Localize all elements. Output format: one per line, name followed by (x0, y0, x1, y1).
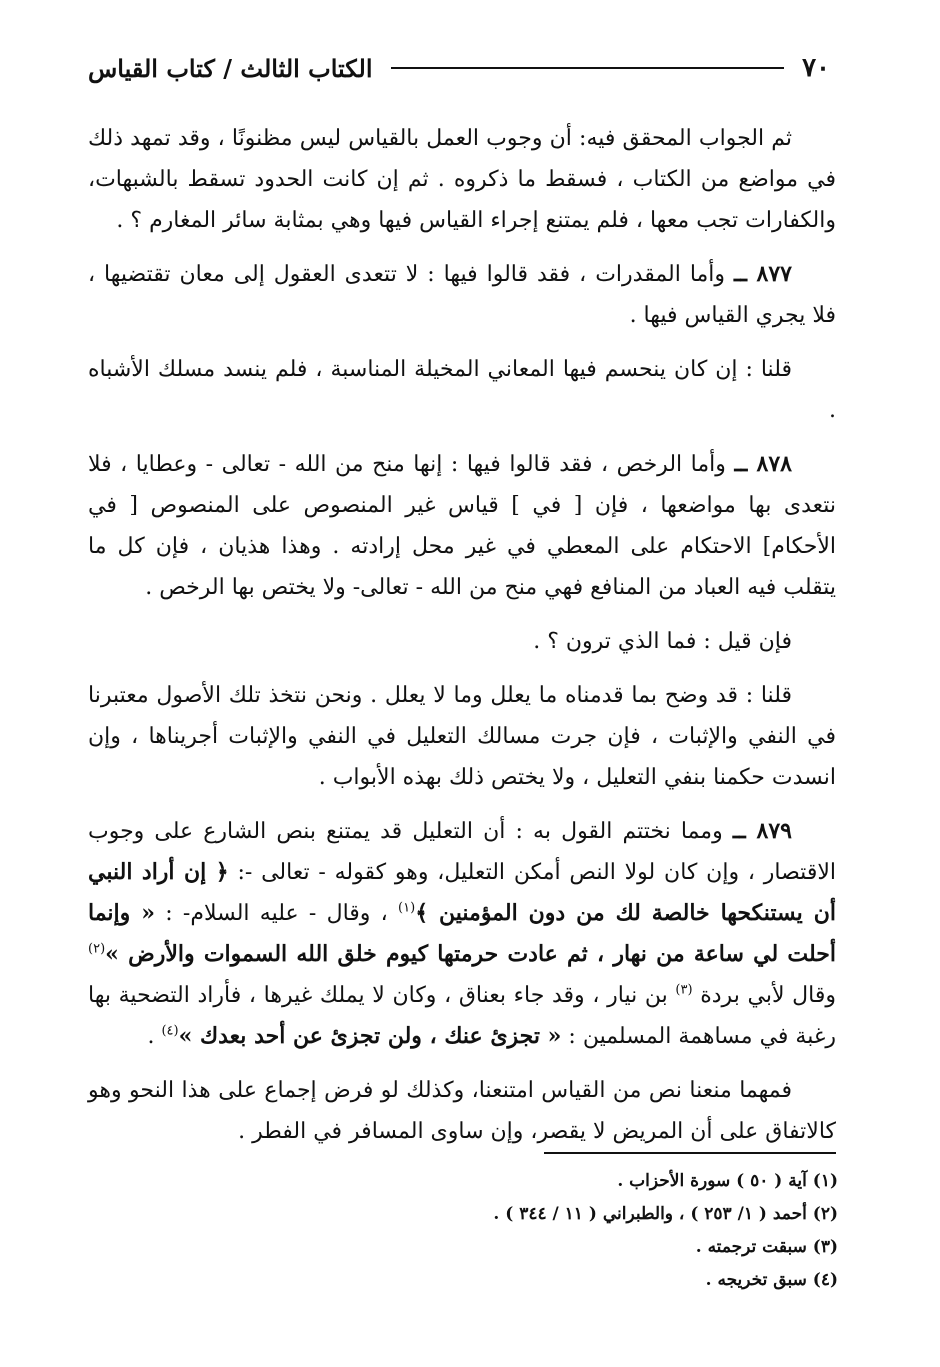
paragraph-text: وأما المقدرات ، فقد قالوا فيها : لا تتعدى العقول إلى معان تقتضيها ، فلا يجري القياس فيها . (88, 262, 836, 328)
footnotes (88, 1166, 838, 1298)
paragraph-text: ثم الجواب المحقق فيه: أن وجوب العمل بالقياس ليس مظنونًا ، وقد تمهد ذلك في مواضع من الكتاب ، فسقط ما ذكروه . ثم إن كانت الحدود تسقط بالشبهات، والكفارات تجب معها ، فلم يمتنع إجراء القياس فيها وهي بمثابة سائر المغارم ؟ . (88, 126, 836, 233)
paragraph-text: . (147, 1024, 162, 1049)
paragraph-877 (88, 254, 836, 336)
paragraph-text: فإن قيل : فما الذي ترون ؟ . (533, 629, 792, 654)
paragraph-text: قلنا : قد وضح بما قدمناه ما يعلل وما لا يعلل . ونحن نتخذ تلك الأصول معتبرنا في النفي والإثبات ، فإن جرت مسالك التعليل في النفي والإثبات أجريناها ، وإن انسدت حكمنا بنفي التعليل ، ولا يختص ذلك بهذه الأبواب . (88, 683, 836, 790)
paragraph (88, 349, 836, 431)
page-header (88, 48, 830, 88)
issue-number: ٨٧٨ ــ (734, 451, 792, 477)
footnote-ref-3: (٣) (675, 982, 693, 998)
hadith-quote: « تجزئ عنك ، ولن تجزئ عن أحد بعدك » (178, 1023, 562, 1049)
footnote-1: (١) آية ( ٥٠ ) سورة الأحزاب . (617, 1171, 838, 1191)
quran-quote: ﴿ إن أراد النبي أن يستنكحها خالصة لك من دون المؤمنين ﴾ (88, 859, 836, 926)
paragraph-text: بن نيار ، وقد جاء بعناق ، وكان لا يملك غيرها ، فأراد التضحية بها رغبة في مساهمة المسلمين : (88, 983, 836, 1049)
closing-paragraph: فمهما منعنا نص من القياس امتنعنا، وكذلك لو فرض إجماع على هذا النحو وهو كالاتفاق على أن المريض لا يقصر، وإن ساوى المسافر في الفطر . (88, 1078, 836, 1144)
paragraph-text: وأما الرخص ، فقد قالوا فيها : إنها منح من الله - تعالى - وعطايا ، فلا نتعدى بها مواضعها ، فإن [ في ] قياس غير المنصوص على المنصوص [ في الأحكام] الاحتكام على المعطي في غير محل إرادته . وهذا هذيان ، فإن كل ما يتقلب فيه العباد من المنافع فهي منح من الله - تعالى- ولا يختص بها الرخص . (88, 452, 836, 600)
running-title: الكتاب الثالث / كتاب القياس (88, 53, 373, 83)
footnote-ref-4: (٤) (161, 1023, 179, 1039)
paragraph (88, 118, 836, 241)
paragraph-text: ومما نختتم القول به : أن التعليل قد يمتنع بنص الشارع على وجوب الاقتصار ، وإن كان لولا النص أمكن التعليل، وهو كقوله - تعالى -: (88, 819, 836, 885)
header-rule (391, 67, 785, 69)
footnote-2: (٢) أحمد ( ١/ ٢٥٣ ) ، والطبراني ( ١١ / ٣٤٤ ) . (493, 1204, 838, 1224)
paragraph-879 (88, 811, 836, 1057)
paragraph (88, 675, 836, 798)
issue-number: ٨٧٩ ــ (732, 818, 792, 844)
paragraph-text: قلنا : إن كان ينحسم فيها المعاني المخيلة المناسبة ، فلم ينسد مسلك الأشباه . (88, 357, 836, 423)
paragraph-878 (88, 444, 836, 608)
main-text (88, 118, 836, 1165)
footnote-4: (٤) سبق تخريجه . (705, 1270, 838, 1290)
paragraph-text: ، وقال - عليه السلام- : (154, 901, 399, 926)
hadith-quote: « وإنما أحلت لي ساعة من نهار ، ثم عادت حرمتها كيوم خلق الله السموات والأرض » (88, 900, 836, 967)
paragraph-text: وقال لأبي بردة (692, 983, 836, 1008)
footnote-separator (544, 1152, 836, 1154)
paragraph (88, 621, 836, 662)
footnote-ref-1: (١) (398, 900, 416, 916)
issue-number: ٨٧٧ ــ (734, 261, 792, 287)
footnote-3: (٣) سبقت ترجمته . (695, 1237, 838, 1257)
footnote-ref-2: (٢) (88, 941, 106, 957)
page-number: ٧٠ (802, 53, 830, 83)
